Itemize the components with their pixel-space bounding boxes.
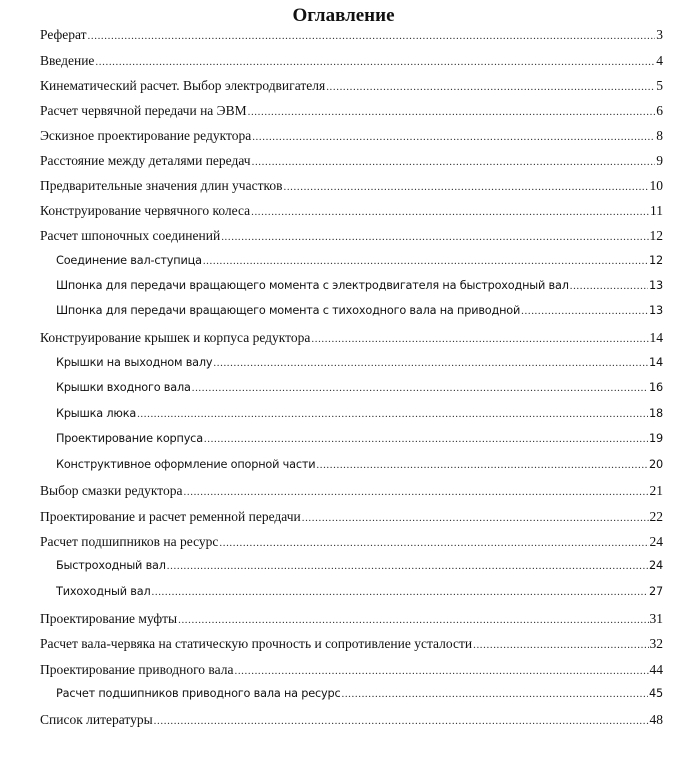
toc-entry-page: 45 — [649, 687, 663, 700]
dot-leader — [95, 56, 655, 68]
toc-entry[interactable] — [40, 178, 663, 198]
toc-entry-page: 9 — [656, 153, 663, 168]
toc-entry-label: Выбор смазки редуктора — [40, 483, 183, 498]
toc-subentry[interactable] — [56, 279, 663, 299]
toc-entry-label: Предварительные значения длин участков — [40, 178, 283, 193]
dot-leader — [521, 305, 648, 317]
toc-entry-label: Расстояние между деталями передач — [40, 153, 251, 168]
toc-entry[interactable] — [40, 228, 663, 248]
toc-entry-page: 24 — [649, 559, 663, 572]
toc-subentry[interactable] — [56, 585, 663, 605]
dot-leader — [167, 560, 648, 572]
toc-entry-label: Конструирование червячного колеса — [40, 203, 251, 218]
toc-entry-label: Конструктивное оформление опорной части — [56, 458, 316, 471]
toc-entry-page: 27 — [649, 585, 663, 598]
toc-entry-page: 32 — [649, 636, 663, 651]
dot-leader — [311, 333, 648, 345]
toc-entry-label: Список литературы — [40, 712, 153, 727]
toc-entry[interactable] — [40, 712, 663, 732]
toc-entry-page: 4 — [656, 53, 663, 68]
dot-leader — [152, 586, 649, 598]
toc-subentry[interactable] — [56, 687, 663, 707]
toc-entry-label: Расчет шпоночных соединений — [40, 228, 221, 243]
toc-entry[interactable] — [40, 203, 663, 223]
toc-entry[interactable] — [40, 103, 663, 123]
toc-entry-label: Расчет вала-червяка на статическую прочность и сопротивление усталости — [40, 636, 473, 651]
dot-leader — [302, 512, 649, 524]
toc-entry[interactable] — [40, 636, 663, 656]
dot-leader — [221, 231, 648, 243]
toc-entry[interactable] — [40, 78, 663, 98]
toc-entry-page: 20 — [649, 458, 663, 471]
dot-leader — [316, 459, 648, 471]
dot-leader — [234, 665, 648, 677]
toc-entry-page: 18 — [649, 407, 663, 420]
dot-leader — [137, 408, 648, 420]
toc-subentry[interactable] — [56, 304, 663, 324]
toc-entry[interactable] — [40, 128, 663, 148]
toc-subentry[interactable] — [56, 254, 663, 274]
dot-leader — [252, 131, 655, 143]
toc-entry[interactable] — [40, 534, 663, 554]
toc-entry-page: 31 — [649, 611, 663, 626]
toc-entry-page: 12 — [649, 228, 663, 243]
toc-entry-page: 19 — [649, 432, 663, 445]
toc-entry-label: Конструирование крышек и корпуса редуктора — [40, 330, 311, 345]
toc-entry-page: 11 — [650, 203, 663, 218]
dot-leader — [283, 181, 648, 193]
toc-subentry[interactable] — [56, 407, 663, 427]
dot-leader — [341, 688, 648, 700]
toc-entry-label: Введение — [40, 53, 95, 68]
dot-leader — [326, 81, 655, 93]
toc-entry-page: 16 — [649, 381, 663, 394]
toc-entry-label: Крышка люка — [56, 407, 137, 420]
toc-entry-label: Эскизное проектирование редуктора — [40, 128, 252, 143]
toc-entry-label: Проектирование корпуса — [56, 432, 203, 445]
dot-leader — [213, 357, 648, 369]
toc-entry-page: 6 — [656, 103, 663, 118]
dot-leader — [154, 715, 649, 727]
toc-entry-label: Расчет червячной передачи на ЭВМ — [40, 103, 247, 118]
toc-entry-page: 3 — [656, 27, 663, 42]
toc-entry-label: Быстроходный вал — [56, 559, 166, 572]
toc-entry-page: 14 — [649, 330, 663, 345]
toc-entry-label: Тихоходный вал — [56, 585, 151, 598]
toc-entry-page: 21 — [649, 483, 663, 498]
toc-title: Оглавление — [292, 5, 395, 26]
toc-subentry[interactable] — [56, 458, 663, 478]
dot-leader — [473, 639, 648, 651]
dot-leader — [248, 106, 656, 118]
toc-entry-page: 13 — [649, 304, 663, 317]
toc-entry-page: 22 — [649, 509, 663, 524]
toc-entry-page: 10 — [649, 178, 663, 193]
toc-entry-label: Проектирование и расчет ременной передачи — [40, 509, 301, 524]
dot-leader — [88, 30, 656, 42]
toc-subentry[interactable] — [56, 381, 663, 401]
toc-entry[interactable] — [40, 509, 663, 529]
toc-entry-page: 12 — [649, 254, 663, 267]
toc-entry-label: Шпонка для передачи вращающего момента с тихоходного вала на приводной — [56, 304, 521, 317]
toc-subentry[interactable] — [56, 559, 663, 579]
toc-entry-page: 24 — [649, 534, 663, 549]
toc-entry-label: Расчет подшипников на ресурс — [40, 534, 219, 549]
toc-entry[interactable] — [40, 662, 663, 682]
dot-leader — [178, 614, 648, 626]
dot-leader — [203, 255, 648, 267]
toc-entry-page: 44 — [649, 662, 663, 677]
dot-leader — [251, 206, 649, 218]
toc-entry-label: Расчет подшипников приводного вала на ресурс — [56, 687, 341, 700]
toc-entry[interactable] — [40, 611, 663, 631]
toc-subentry[interactable] — [56, 356, 663, 376]
dot-leader — [570, 280, 648, 292]
toc-entry[interactable] — [40, 27, 663, 47]
toc-entry[interactable] — [40, 330, 663, 350]
dot-leader — [192, 382, 648, 394]
toc-entry[interactable] — [40, 153, 663, 173]
toc-entry[interactable] — [40, 483, 663, 503]
dot-leader — [184, 486, 649, 498]
dot-leader — [204, 433, 648, 445]
toc-entry-label: Реферат — [40, 27, 87, 42]
toc-entry-label: Проектирование муфты — [40, 611, 178, 626]
toc-entry-label: Крышки на выходном валу — [56, 356, 213, 369]
toc-entry-page: 48 — [649, 712, 663, 727]
toc-entry-page: 13 — [649, 279, 663, 292]
toc-entry-page: 5 — [656, 78, 663, 93]
toc-entry-page: 14 — [649, 356, 663, 369]
toc-entry-label: Шпонка для передачи вращающего момента с электродвигателя на быстроходный вал — [56, 279, 569, 292]
toc-entry-label: Кинематический расчет. Выбор электродвигателя — [40, 78, 326, 93]
toc-entry[interactable] — [40, 53, 663, 73]
dot-leader — [219, 537, 648, 549]
toc-subentry[interactable] — [56, 432, 663, 452]
toc-entry-page: 8 — [656, 128, 663, 143]
toc-entry-label: Крышки входного вала — [56, 381, 191, 394]
dot-leader — [252, 156, 656, 168]
toc-entry-label: Соединение вал-ступица — [56, 254, 202, 267]
toc-entry-label: Проектирование приводного вала — [40, 662, 234, 677]
